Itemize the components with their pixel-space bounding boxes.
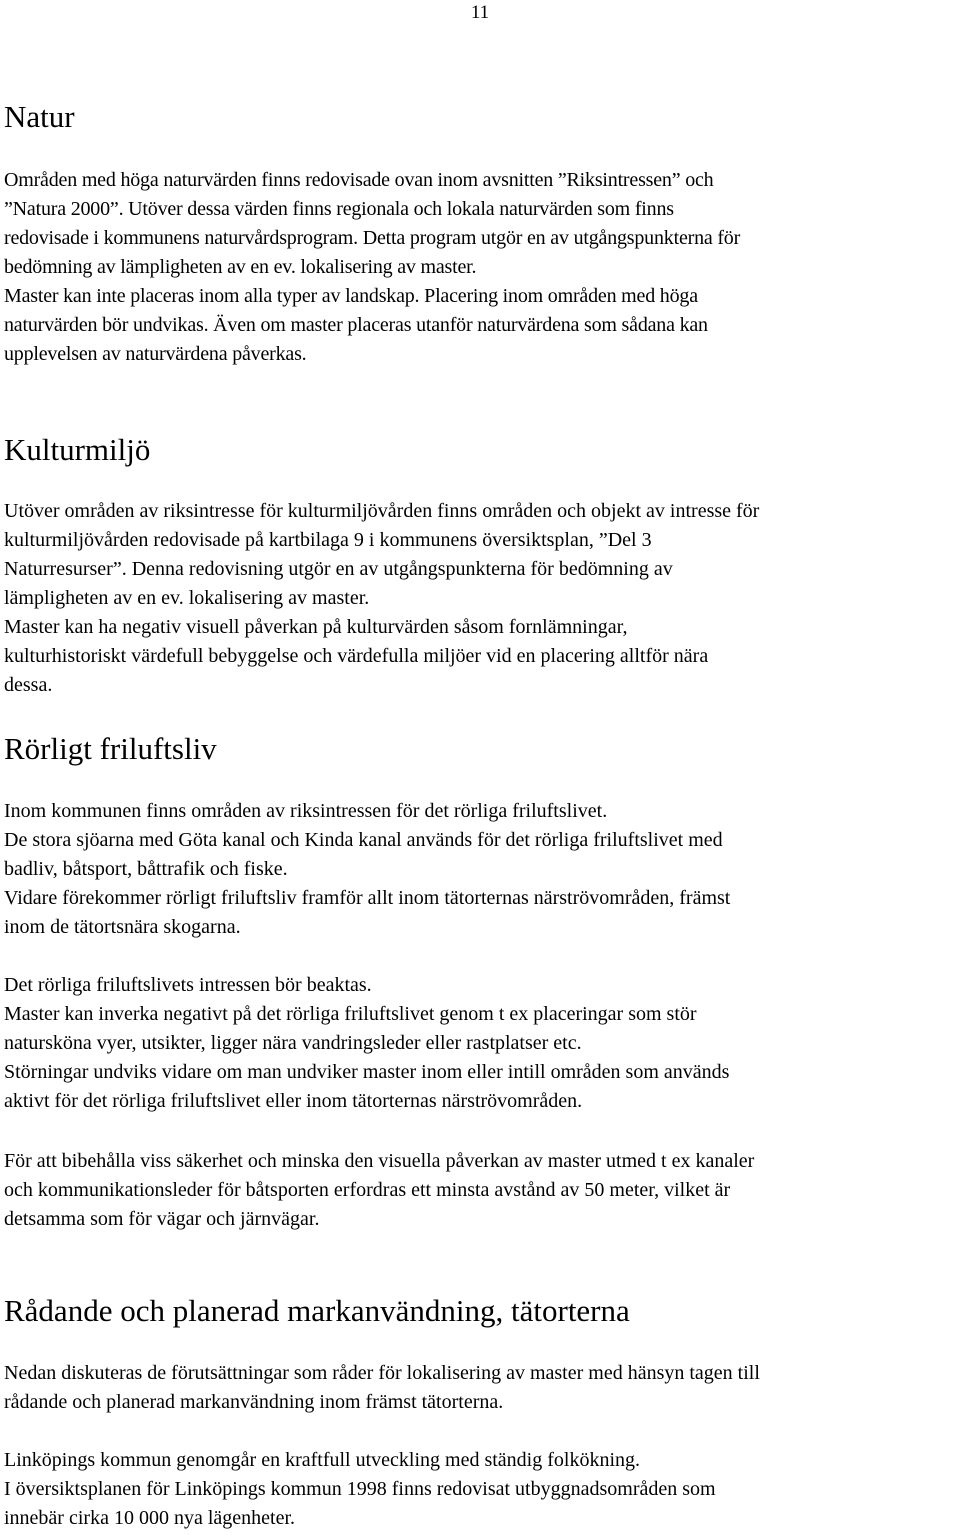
text-line: Master kan inte placeras inom alla typer av landskap. Placering inom områden med höga [4, 285, 698, 307]
text-line: lämpligheten av en ev. lokalisering av master. [4, 587, 370, 609]
text-line: inom de tätortsnära skogarna. [4, 916, 241, 938]
text-line: redovisade i kommunens naturvårdsprogram. Detta program utgör en av utgångspunkterna för [4, 227, 741, 249]
text-line: detsamma som för vägar och järnvägar. [4, 1208, 320, 1230]
text-line: rådande och planerad markanvändning inom främst tätorterna. [4, 1391, 504, 1413]
paragraph-markanvandning-2 [4, 1446, 958, 1533]
paragraph-friluftsliv-2 [4, 971, 958, 1116]
text-line: upplevelsen av naturvärdena påverkas. [4, 343, 307, 365]
text-line: I översiktsplanen för Linköpings kommun 1998 finns redovisat utbyggnadsområden som [4, 1478, 716, 1500]
text-line: Det rörliga friluftslivets intressen bör beaktas. [4, 974, 372, 996]
text-line: natursköna vyer, utsikter, ligger nära vandringsleder eller rastplatser etc. [4, 1032, 582, 1054]
text-line: Naturresurser”. Denna redovisning utgör en av utgångspunkterna för bedömning av [4, 558, 673, 580]
text-line: dessa. [4, 674, 53, 696]
page-number: 11 [470, 2, 490, 23]
text-line: och kommunikationsleder för båtsporten erfordras ett minsta avstånd av 50 meter, vilket är [4, 1179, 731, 1201]
heading-kulturmiljo: Kulturmiljö [4, 432, 151, 467]
text-line: Master kan inverka negativt på det rörliga friluftslivet genom t ex placeringar som stör [4, 1003, 697, 1025]
text-line: bedömning av lämpligheten av en ev. lokalisering av master. [4, 256, 477, 278]
text-line: ”Natura 2000”. Utöver dessa värden finns regionala och lokala naturvärden som finns [4, 198, 674, 220]
text-line: Områden med höga naturvärden finns redovisade ovan inom avsnitten ”Riksintressen” och [4, 169, 714, 191]
text-line: Utöver områden av riksintresse för kulturmiljövården finns områden och objekt av intresse för [4, 500, 760, 522]
text-line: Störningar undviks vidare om man undviker master inom eller intill områden som används [4, 1061, 730, 1083]
paragraph-kulturmiljo-1 [4, 497, 958, 700]
text-line: kulturhistoriskt värdefull bebyggelse och värdefulla miljöer vid en placering alltför nära [4, 645, 709, 667]
text-line: Master kan ha negativ visuell påverkan på kulturvärden såsom fornlämningar, [4, 616, 628, 638]
text-line: Linköpings kommun genomgår en kraftfull utveckling med ständig folkökning. [4, 1449, 641, 1471]
text-line: badliv, båtsport, båttrafik och fiske. [4, 858, 288, 880]
text-line: Nedan diskuteras de förutsättningar som råder för lokalisering av master med hänsyn tagen till [4, 1362, 760, 1384]
heading-natur: Natur [4, 99, 75, 134]
text-line: innebär cirka 10 000 nya lägenheter. [4, 1507, 295, 1529]
text-line: För att bibehålla viss säkerhet och minska den visuella påverkan av master utmed t ex kanaler [4, 1150, 755, 1172]
text-line: Vidare förekommer rörligt friluftsliv framför allt inom tätorternas närströvområden, främst [4, 887, 731, 909]
heading-markanvandning: Rådande och planerad markanvändning, tätorterna [4, 1293, 630, 1328]
text-line: Inom kommunen finns områden av riksintressen för det rörliga friluftslivet. [4, 800, 608, 822]
text-line: aktivt för det rörliga friluftslivet eller inom tätorternas närströvområden. [4, 1090, 583, 1112]
text-line: naturvärden bör undvikas. Även om master placeras utanför naturvärdena som sådana kan [4, 314, 708, 336]
paragraph-markanvandning-1 [4, 1359, 958, 1417]
heading-friluftsliv: Rörligt friluftsliv [4, 731, 217, 766]
paragraph-friluftsliv-3 [4, 1147, 958, 1234]
paragraph-natur-1 [4, 166, 958, 369]
text-line: De stora sjöarna med Göta kanal och Kinda kanal används för det rörliga friluftslivet med [4, 829, 723, 851]
text-line: kulturmiljövården redovisade på kartbilaga 9 i kommunens översiktsplan, ”Del 3 [4, 529, 652, 551]
paragraph-friluftsliv-1 [4, 797, 958, 942]
